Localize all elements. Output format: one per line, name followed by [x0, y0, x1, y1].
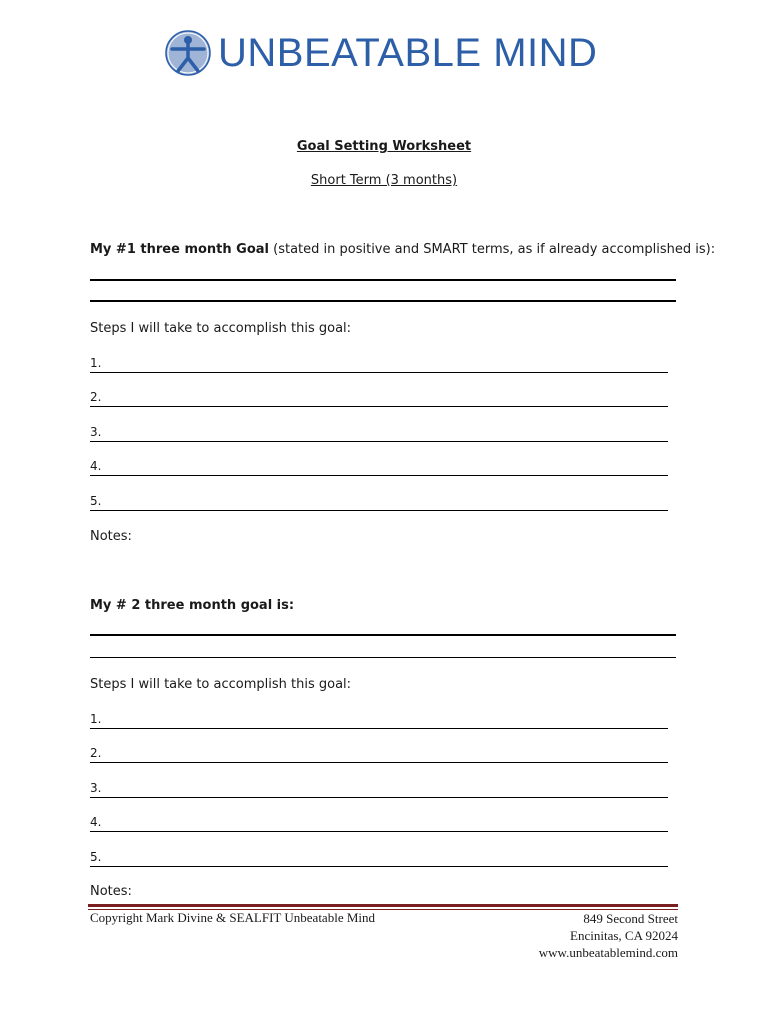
goal1-label-bold: My #1 three month Goal — [90, 242, 269, 257]
footer-copyright: Copyright Mark Divine & SEALFIT Unbeatable Mind — [90, 910, 376, 925]
goal1-steps-heading: Steps I will take to accomplish this goal: — [90, 321, 352, 336]
goal2-step-2[interactable]: 2. — [90, 746, 668, 763]
worksheet-title: Goal Setting Worksheet — [296, 139, 472, 154]
footer-divider — [88, 904, 678, 907]
goal2-step-1[interactable]: 1. — [90, 712, 668, 729]
goal2-step-5[interactable]: 5. — [90, 850, 668, 867]
goal2-step-3[interactable]: 3. — [90, 781, 668, 798]
footer-address-line2: Encinitas, CA 92024 — [570, 928, 678, 943]
vitruvian-figure-icon — [164, 29, 212, 77]
goal1-label-rest: (stated in positive and SMART terms, as if already accomplished is): — [269, 242, 716, 257]
goal1-step-5[interactable]: 5. — [90, 494, 668, 511]
brand-logo — [164, 28, 597, 78]
worksheet-subtitle: Short Term (3 months) — [310, 173, 458, 188]
goal1-answer-line-1[interactable] — [90, 279, 676, 281]
goal2-label: My # 2 three month goal is: — [90, 598, 295, 613]
goal2-steps-heading: Steps I will take to accomplish this goal: — [90, 677, 352, 692]
goal1-step-2[interactable]: 2. — [90, 390, 668, 407]
goal2-answer-line-1[interactable] — [90, 634, 676, 636]
goal2-answer-line-2[interactable] — [90, 657, 676, 658]
brand-name: UNBEATABLE MIND — [218, 31, 598, 75]
goal1-step-3[interactable]: 3. — [90, 425, 668, 442]
goal1-step-1[interactable]: 1. — [90, 356, 668, 373]
goal2-notes-label: Notes: — [90, 884, 132, 899]
footer-address-line1: 849 Second Street — [583, 911, 678, 926]
goal2-step-4[interactable]: 4. — [90, 815, 668, 832]
goal1-label — [90, 242, 715, 257]
footer-address — [539, 910, 678, 961]
footer-website-link[interactable]: www.unbeatablemind.com — [538, 945, 678, 960]
goal1-notes-label: Notes: — [90, 529, 132, 544]
goal1-step-4[interactable]: 4. — [90, 459, 668, 476]
goal1-answer-line-2[interactable] — [90, 300, 676, 302]
